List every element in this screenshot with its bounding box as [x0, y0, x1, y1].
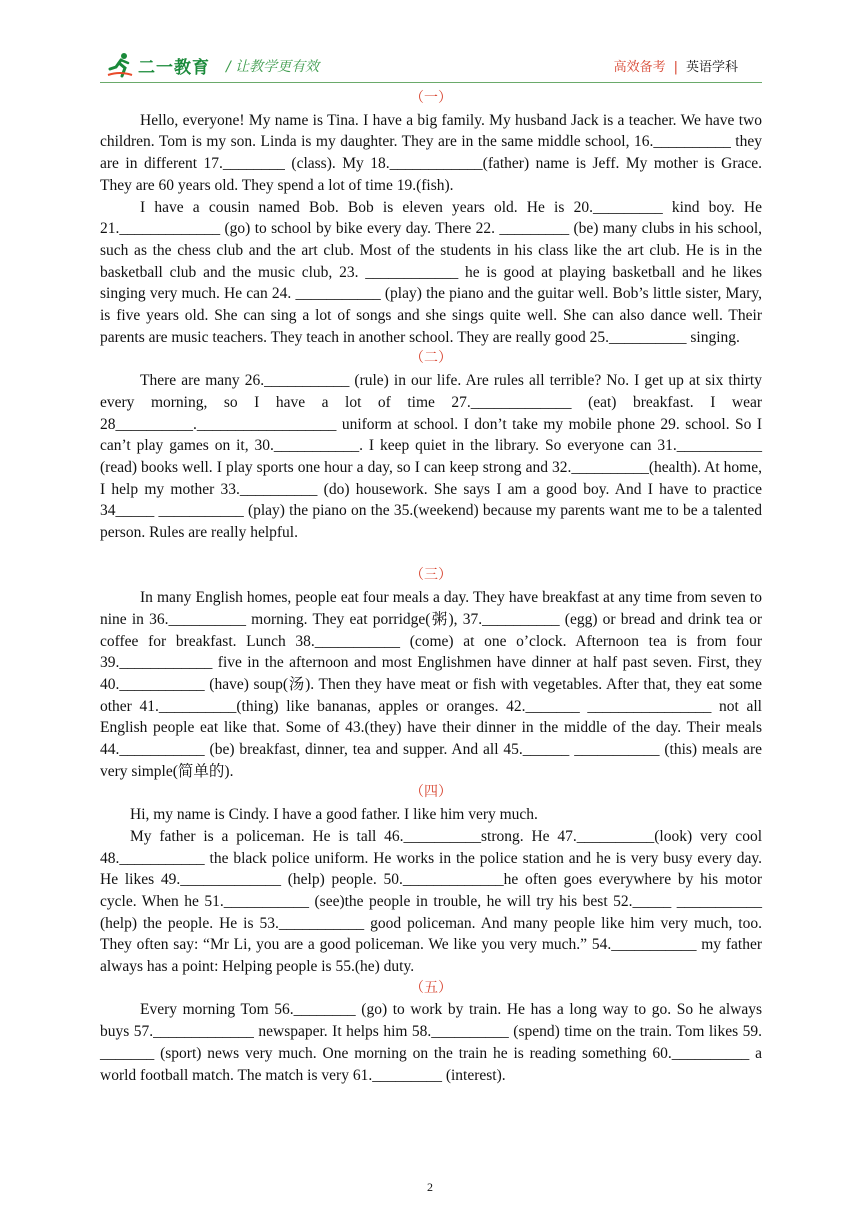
logo — [106, 50, 210, 80]
header-tag-exam: 高效备考 — [613, 60, 666, 75]
section-title: （一） — [410, 90, 452, 106]
section-title: （五） — [410, 979, 452, 996]
section-title: （三） — [410, 567, 452, 584]
paragraph: Every morning Tom 56.________ (go) to work by train. He has a long way to go. So he always buys 57._____________ newspaper. It helps him 58.__________ (spend) time on the train. Tom likes 59. _______ (sport) news very much. One morning on the train he is reading something 60.__________ a world football match. The match is very 61._________ (interest). — [100, 1001, 762, 1084]
header-divider — [100, 82, 762, 83]
paragraph: My father is a policeman. He is tall 46.__________strong. He 47.__________(look) very cool 48.___________ the black police uniform. He works in the police station and he is very busy every day. He likes 49._____________ (help) people. 50._____________he often goes everywhere by his motor cycle. When he 51.___________ (see)the people in trouble, he will try his best 52._____ ___________ (help) the people. He is 53.___________ good policeman. And many people like him very much, too. They often say: “Mr Li, you are a good policeman. We like you very much.” 54.___________ my father always has a point: Helping people is 55.(he) duty. — [100, 827, 762, 976]
runner-logo-icon — [106, 51, 134, 79]
section-title: （二） — [410, 350, 452, 367]
paragraph: Hi, my name is Cindy. I have a good father. I like him very much. — [130, 806, 538, 824]
header-separator: | — [673, 60, 678, 75]
document-body — [100, 88, 762, 1086]
logo-text: 二一教育 — [138, 57, 210, 78]
header-right — [614, 56, 738, 75]
page-number: 2 — [427, 1180, 433, 1194]
slogan: / 让教学更有效 — [226, 59, 320, 75]
header-tag-subject: 英语学科 — [685, 60, 738, 75]
paragraph: In many English homes, people eat four meals a day. They have breakfast at any time from seven to nine in 36.__________ morning. They eat porridge(粥), 37.__________ (egg) or bread and drink tea or coffee for breakfast. Lunch 38.___________ (come) at one o’clock. Afternoon tea is from four 39.____________ five in the afternoon and most Englishmen have dinner at half past seven. First, they 40.___________ (have) soup(汤). Then they have meat or fish with vegetables. After that, they eat some other 41.__________(thing) like bananas, apples or oranges. 42._______ ________________ not all English people eat like that. Some of 43.(they) have their dinner in the middle of the day. Their meals 44.___________ (be) breakfast, dinner, tea and supper. And all 45.______ ___________ (this) meals are very simple(简单的). — [100, 589, 762, 780]
paragraph: There are many 26.___________ (rule) in our life. Are rules all terrible? No. I get up at six thirty every morning, so I have a lot of time 27._____________ (eat) breakfast. I wear 28__________.__________________ uniform at school. I don’t take my mobile phone 29. school. So I can’t play games on it, 30.___________. I keep quiet in the library. So everyone can 31.___________ (read) books well. I play sports one hour a day, so I can keep strong and 32.__________(health). At home, I help my mother 33.__________ (do) housework. She says I am a good boy. And I have to practice 34_____ ___________ (play) the piano on the 35.(weekend) because my parents want me to be a talented person. Rules are really helpful. — [100, 372, 762, 542]
paragraph: Hello, everyone! My name is Tina. I have a big family. My husband Jack is a teacher. We have two children. Tom is my son. Linda is my daughter. They are in the same middle school, 16.__________ they are in different 17.________ (class). My 18.____________(father) name is Jeff. My mother is Grace. They are 60 years old. They spend a lot of time 19.(fish). — [100, 111, 762, 194]
page-header — [100, 46, 762, 82]
section-title: （四） — [410, 784, 452, 801]
paragraph: I have a cousin named Bob. Bob is eleven years old. He is 20._________ kind boy. He 21._____________ (go) to school by bike every day. There 22. _________ (be) many clubs in his school, such as the chess club and the art club. Most of the students in his class like the art club. He is in the basketball club and the music club, 23. ____________ he is good at playing basketball and he likes singing very much. He can 24. ___________ (play) the piano and the guitar well. Bob’s little sister, Mary, is five years old. She can sing a lot of songs and she sings quite well. She can also dance well. Their parents are music teachers. They teach in another school. They are really good 25.__________ singing. — [100, 198, 762, 346]
